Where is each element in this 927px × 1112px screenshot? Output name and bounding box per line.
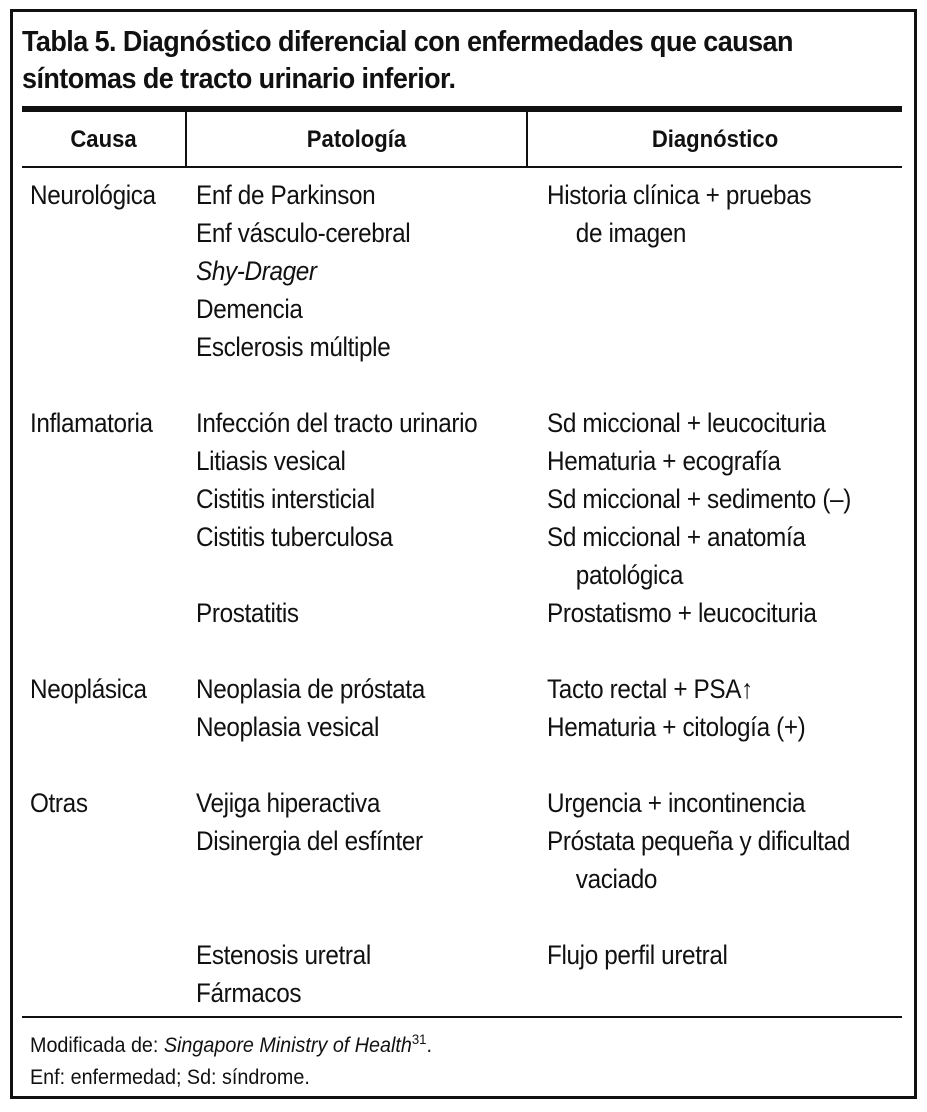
list-item: Hematuria + citología (+) bbox=[547, 712, 806, 742]
list-item: vaciado bbox=[575, 864, 658, 894]
table-bottom-rule bbox=[22, 1016, 902, 1018]
list-item: Urgencia + incontinencia bbox=[547, 788, 806, 818]
list-item: Enf de Parkinson bbox=[196, 180, 376, 210]
list-item: Litiasis vesical bbox=[196, 446, 346, 476]
list-item: Cistitis intersticial bbox=[196, 484, 375, 514]
source-name: Singapore Ministry of Health bbox=[163, 1034, 412, 1057]
list-item: Disinergia del esfínter bbox=[196, 826, 423, 856]
header-divider-1 bbox=[185, 112, 187, 167]
patologia-list-neurologica bbox=[196, 176, 410, 366]
list-item: Neoplasia vesical bbox=[196, 712, 379, 742]
list-item: Estenosis uretral bbox=[196, 940, 371, 970]
footnote-source: Modificada de: Singapore Ministry of Health$^{31}$. bbox=[30, 1031, 432, 1057]
list-item: Historia clínica + pruebas bbox=[547, 180, 812, 210]
patologia-list-otras bbox=[196, 784, 423, 1012]
list-item: Enf vásculo-cerebral bbox=[196, 218, 411, 248]
list-item: Demencia bbox=[196, 294, 303, 324]
list-item: Vejiga hiperactiva bbox=[196, 788, 380, 818]
diagnostico-list-neurologica bbox=[547, 176, 811, 252]
list-item: Prostatitis bbox=[196, 598, 299, 628]
list-item: Sd miccional + anatomía bbox=[547, 522, 806, 552]
list-item: Flujo perfil uretral bbox=[547, 940, 728, 970]
reference-number: 31 bbox=[411, 1031, 427, 1047]
list-item: Esclerosis múltiple bbox=[196, 332, 391, 362]
title-line-1: Tabla 5. Diagnóstico diferencial con enfermedades que causan bbox=[22, 26, 793, 58]
list-item: Fármacos bbox=[196, 978, 302, 1008]
diagnostico-list-inflamatoria bbox=[547, 404, 851, 632]
list-item: Sd miccional + sedimento (–) bbox=[547, 484, 851, 514]
list-item: Próstata pequeña y dificultad bbox=[547, 826, 850, 856]
header-top-rule bbox=[22, 106, 902, 112]
list-item: Cistitis tuberculosa bbox=[196, 522, 393, 552]
header-divider-2 bbox=[526, 112, 528, 167]
table-title bbox=[22, 24, 822, 98]
causa-neoplasica: Neoplásica bbox=[30, 674, 147, 704]
list-item: Infección del tracto urinario bbox=[196, 408, 478, 438]
header-causa: Causa bbox=[70, 126, 137, 153]
diagnostico-list-neoplasica bbox=[547, 670, 805, 746]
list-item: Tacto rectal + PSA↑ bbox=[547, 674, 753, 704]
causa-otras: Otras bbox=[30, 788, 88, 818]
list-item: Neoplasia de próstata bbox=[196, 674, 425, 704]
list-item: Sd miccional + leucocituria bbox=[547, 408, 826, 438]
header-patologia: Patología bbox=[306, 126, 407, 153]
footnote-abbreviations: Enf: enfermedad; Sd: síndrome. bbox=[30, 1066, 310, 1089]
header-bottom-rule bbox=[22, 166, 902, 168]
patologia-list-neoplasica bbox=[196, 670, 425, 746]
title-line-2: síntomas de tracto urinario inferior. bbox=[22, 63, 456, 95]
list-item: Shy-Drager bbox=[196, 256, 317, 286]
list-item: Hematuria + ecografía bbox=[547, 446, 781, 476]
diagnostico-list-otras bbox=[547, 784, 850, 974]
patologia-list-inflamatoria bbox=[196, 404, 477, 632]
list-item: de imagen bbox=[575, 218, 687, 248]
causa-inflamatoria: Inflamatoria bbox=[30, 408, 153, 438]
list-item: Prostatismo + leucocituria bbox=[547, 598, 817, 628]
list-item: patológica bbox=[575, 560, 683, 590]
header-diagnostico: Diagnóstico bbox=[651, 126, 779, 153]
causa-neurologica: Neurológica bbox=[30, 180, 156, 210]
